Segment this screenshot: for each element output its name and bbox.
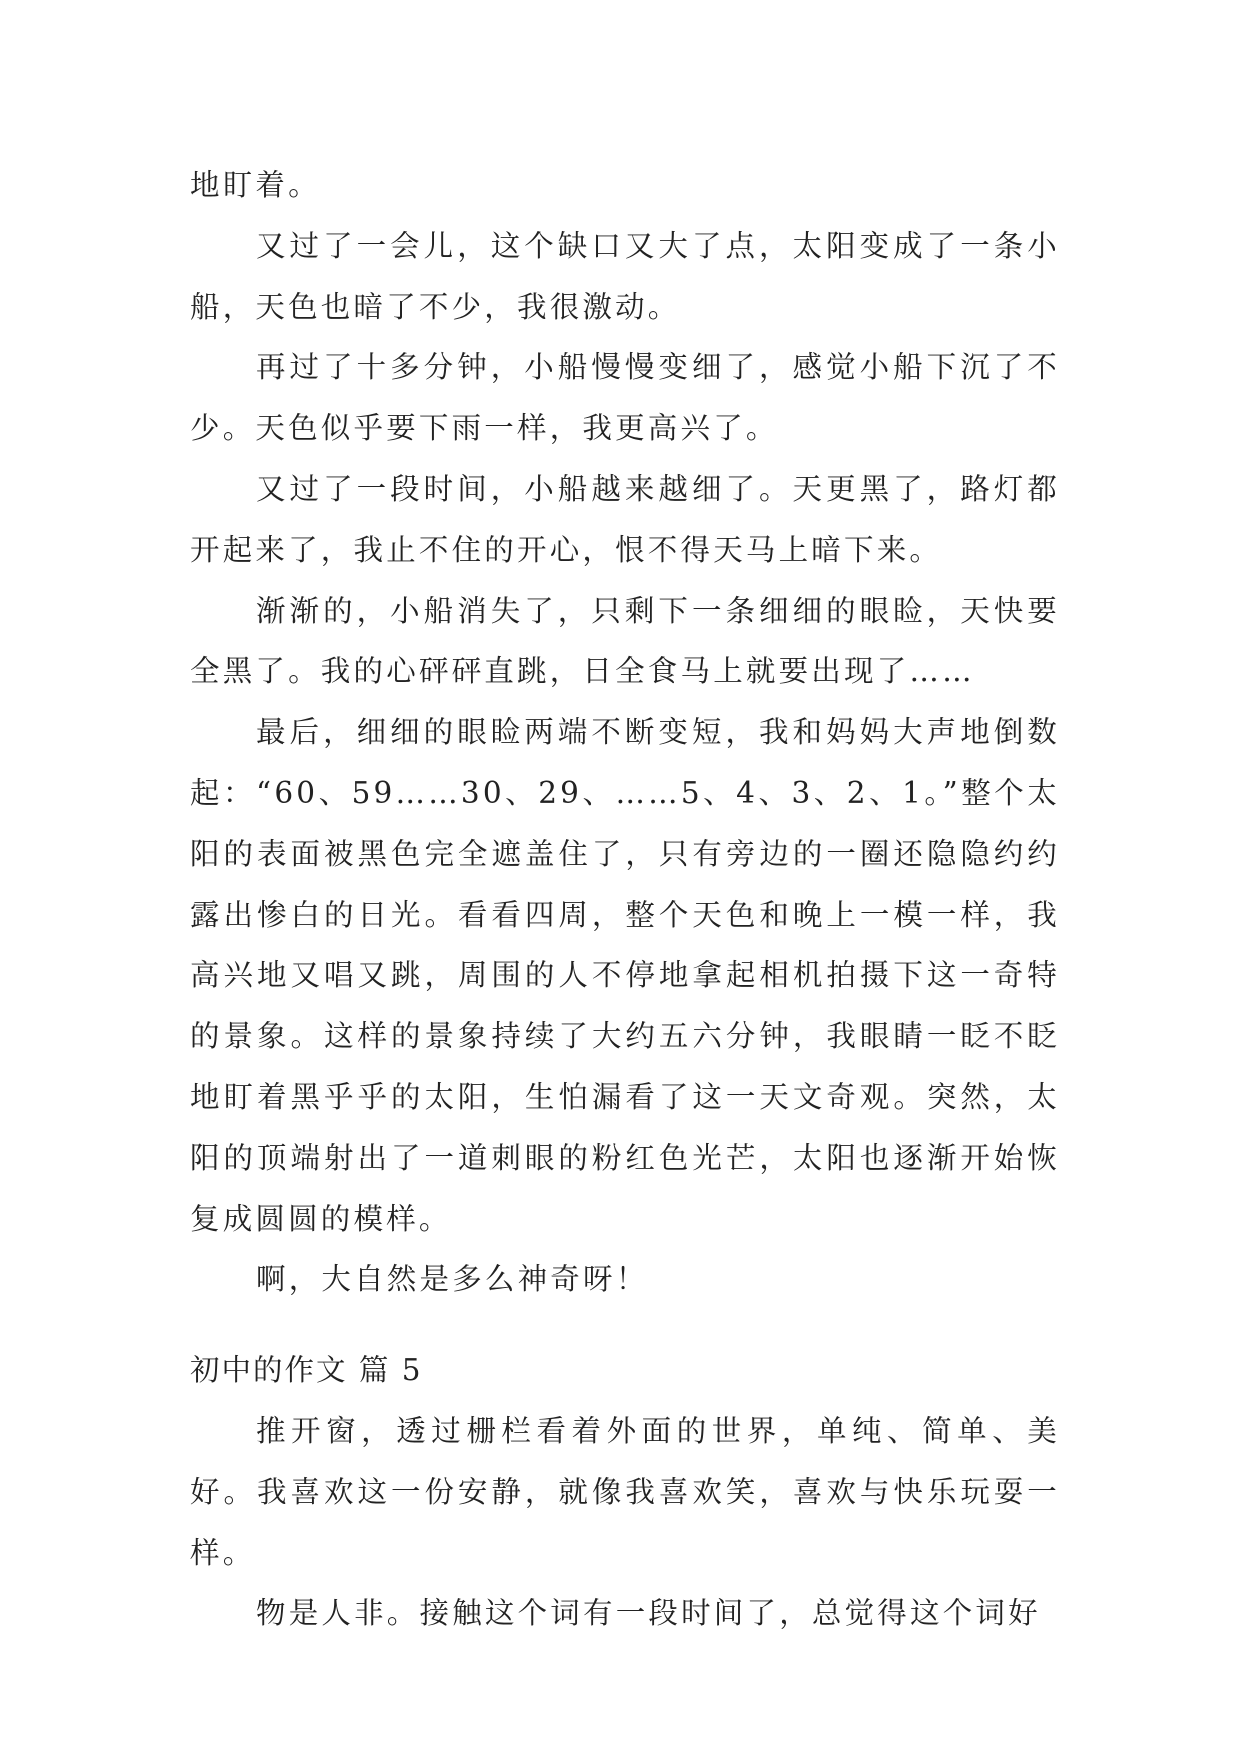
paragraph: 渐渐的，小船消失了，只剩下一条细细的眼睑，天快要全黑了。我的心砰砰直跳，日全食马上就要出现了…… xyxy=(190,593,1060,689)
paragraph: 又过了一会儿，这个缺口又大了点，太阳变成了一条小船，天色也暗了不少，我很激动。 xyxy=(190,228,1060,324)
section-heading: 初中的作文 篇 5 xyxy=(190,1353,423,1388)
paragraph: 物是人非。接触这个词有一段时间了，总觉得这个词好 xyxy=(256,1596,1041,1631)
paragraph: 最后，细细的眼睑两端不断变短，我和妈妈大声地倒数起：“60、59……30、29、……5、4、3、2、1。”整个太阳的表面被黑色完全遮盖住了，只有旁边的一圈还隐隐约约露出惨白的日光。看看四周，整个天色和晚上一模一样，我高兴地又唱又跳，周围的人不停地拿起相机拍摄下这一奇特的景象。这样的景象持续了大约五六分钟，我眼睛一眨不眨地盯着黑乎乎的太阳，生怕漏看了这一天文奇观。突然，太阳的顶端射出了一道刺眼的粉红色光芒，太阳也逐渐开始恢复成圆圆的模样。 xyxy=(190,715,1060,1236)
paragraph: 又过了一段时间，小船越来越细了。天更黑了，路灯都开起来了，我止不住的开心，恨不得天马上暗下来。 xyxy=(190,471,1060,567)
document-body xyxy=(190,155,1060,1644)
paragraph: 地盯着。 xyxy=(190,168,321,202)
paragraph: 再过了十多分钟，小船慢慢变细了，感觉小船下沉了不少。天色似乎要下雨一样，我更高兴了。 xyxy=(190,350,1060,446)
paragraph: 啊，大自然是多么神奇呀！ xyxy=(256,1262,649,1297)
paragraph: 推开窗，透过栅栏看着外面的世界，单纯、简单、美好。我喜欢这一份安静，就像我喜欢笑，喜欢与快乐玩耍一样。 xyxy=(190,1413,1060,1570)
